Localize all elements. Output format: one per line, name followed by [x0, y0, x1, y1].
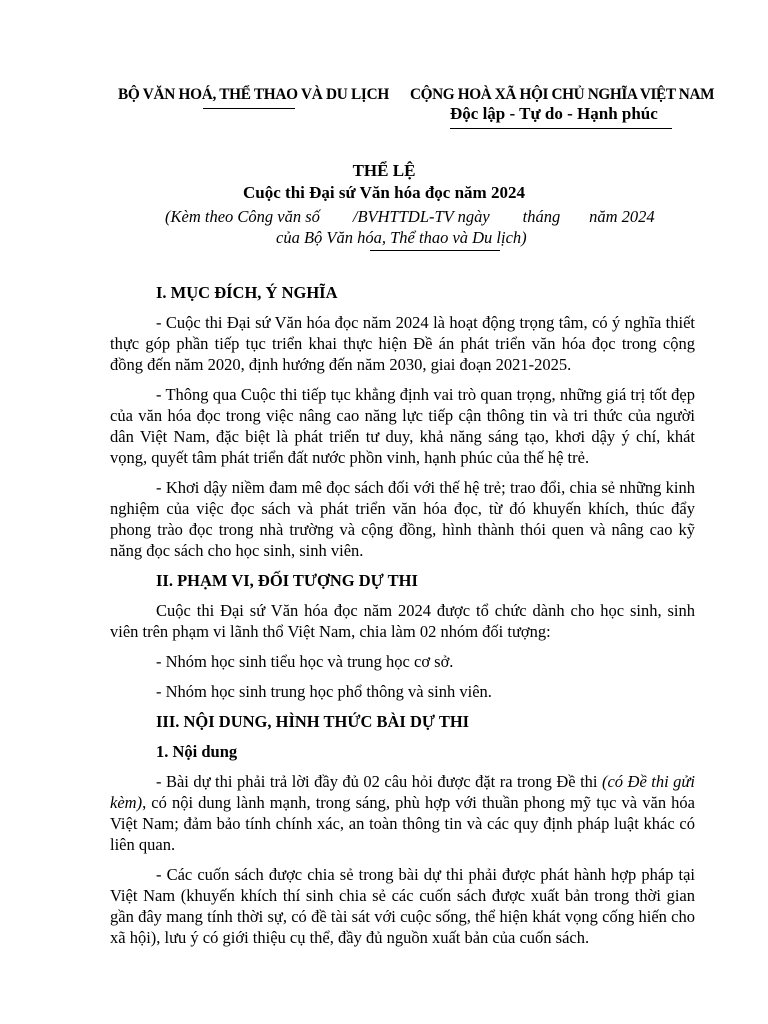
paragraph: - Các cuốn sách được chia sẻ trong bài dự thi phải được phát hành hợp pháp tại Việt Nam (khuyến khích thí sinh chia sẻ các cuốn sách được xuất bản trong thời gian gần đây mang tính thời sự, có đề tài sát với cuộc sống, thể hiện khát vọng cống hiến cho xã hội), lưu ý có giới thiệu cụ thể, đầy đủ nguồn xuất bản của cuốn sách.: [110, 865, 695, 947]
document-title: THỂ LỆ: [352, 161, 416, 180]
paragraph-text: - Bài dự thi phải trả lời đầy đủ 02 câu hỏi được đặt ra trong Đề thi: [156, 772, 602, 791]
paragraph-italic-note: (có Đề thi gửi kèm): [110, 772, 696, 812]
attachment-note-line2: của Bộ Văn hóa, Thể thao và Du lịch): [276, 228, 527, 247]
attachment-note-line1: (Kèm theo Công văn số /BVHTTDL-TV ngày tháng năm 2024: [165, 207, 655, 226]
paragraph: - Khơi dậy niềm đam mê đọc sách đối với thế hệ trẻ; trao đổi, chia sẻ những kinh nghiệm của việc đọc sách và phát triển văn hóa đọc, từ đó khuyến khích, thúc đẩy phong trào đọc trong nhà trường và cộng đồng, hình thành thói quen và nâng cao kỹ năng đọc sách cho học sinh, sinh viên.: [110, 478, 695, 560]
paragraph: Cuộc thi Đại sứ Văn hóa đọc năm 2024 được tổ chức dành cho học sinh, sinh viên trên phạm vi lãnh thổ Việt Nam, chia làm 02 nhóm đối tượng:: [110, 601, 695, 641]
subsection-heading: 1. Nội dung: [156, 742, 238, 761]
country-header: CỘNG HOÀ XÃ HỘI CHỦ NGHĨA VIỆT NAM: [410, 86, 715, 103]
ministry-header: [118, 86, 394, 104]
motto-underline: [450, 128, 672, 129]
section-heading-scope: II. PHẠM VI, ĐỐI TƯỢNG DỰ THI: [156, 571, 418, 590]
attachment-underline: [370, 250, 500, 251]
paragraph: [110, 771, 695, 855]
list-item: - Nhóm học sinh tiểu học và trung học cơ sở.: [156, 652, 454, 671]
paragraph: - Thông qua Cuộc thi tiếp tục khẳng định vai trò quan trọng, những giá trị tốt đẹp của văn hóa đọc trong việc nâng cao năng lực tiếp cận thông tin và tri thức của người dân Việt Nam, đặc biệt là phát triển tư duy, khả năng sáng tạo, khơi dậy ý chí, khát vọng, quyết tâm phát triển đất nước phồn vinh, hạnh phúc của thế hệ trẻ.: [110, 385, 695, 467]
section-heading-purpose: I. MỤC ĐÍCH, Ý NGHĨA: [156, 283, 338, 302]
document-subtitle: Cuộc thi Đại sứ Văn hóa đọc năm 2024: [243, 183, 525, 202]
paragraph-text: , có nội dung lành mạnh, trong sáng, phù hợp với thuần phong mỹ tục và văn hóa Việt Nam; đảm bảo tính chính xác, an toàn thông tin và các quy định pháp luật khác có liên quan.: [110, 793, 695, 854]
national-motto: Độc lập - Tự do - Hạnh phúc: [450, 104, 658, 123]
ministry-name: BỘ VĂN HOÁ, THỂ THAO VÀ DU LỊCH: [118, 86, 389, 103]
paragraph: - Cuộc thi Đại sứ Văn hóa đọc năm 2024 là hoạt động trọng tâm, có ý nghĩa thiết thực góp phần tiếp tục triển khai thực hiện Đề án phát triển văn hóa đọc trong cộng đồng đến năm 2020, định hướng đến năm 2030, giai đoạn 2021-2025.: [110, 313, 695, 374]
document-body: [110, 282, 695, 948]
section-heading-content: III. NỘI DUNG, HÌNH THỨC BÀI DỰ THI: [156, 712, 470, 731]
list-item: - Nhóm học sinh trung học phổ thông và sinh viên.: [156, 682, 492, 701]
ministry-underline: [203, 108, 295, 109]
